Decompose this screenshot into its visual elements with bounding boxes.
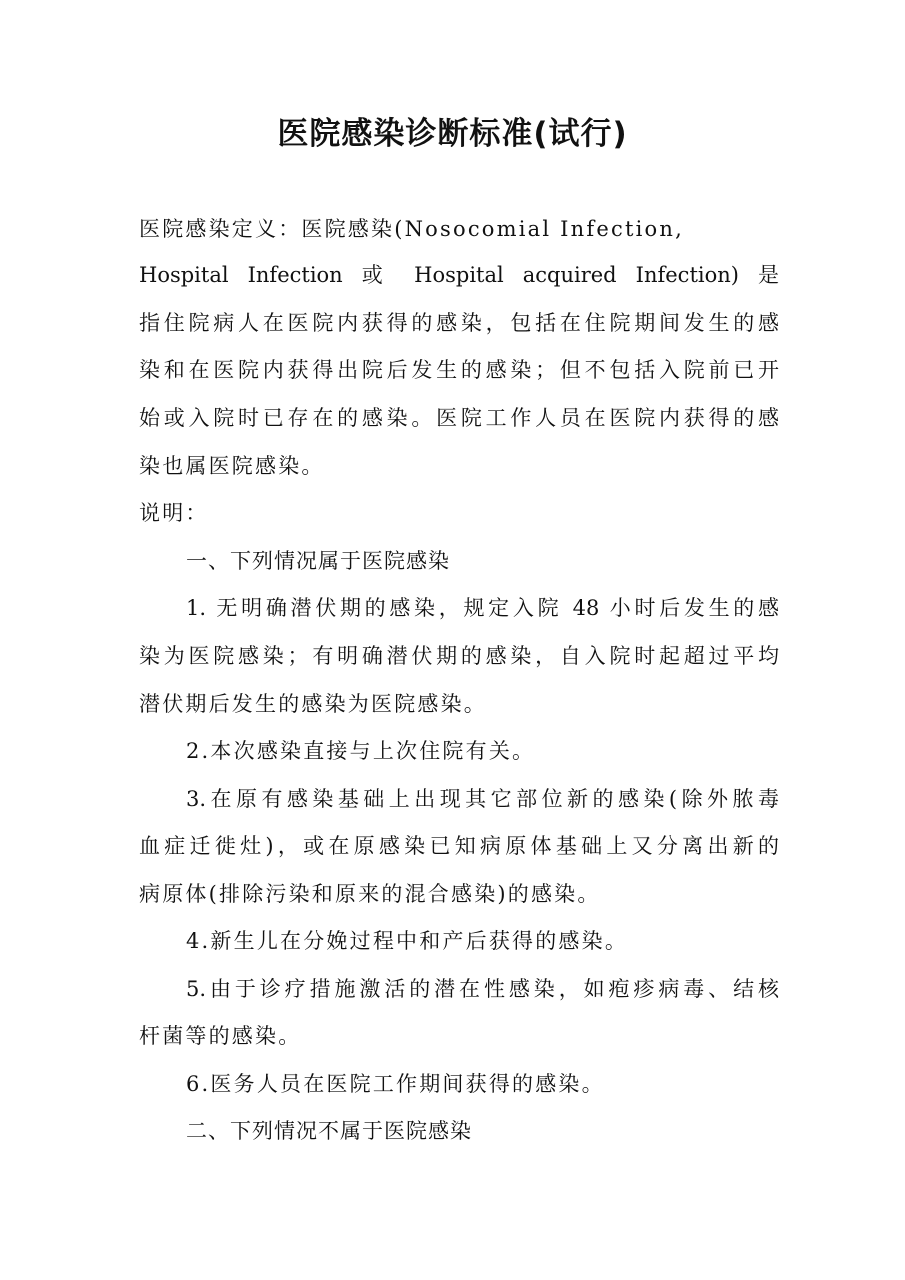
document-title: 医院感染诊断标准(试行): [277, 116, 628, 152]
definition-line-2: Hospital Infection 或 Hospital acquired Infection) 是: [139, 263, 779, 287]
item-3-line-2: 血症迁徙灶)，或在原感染已知病原体基础上又分离出新的: [139, 834, 779, 858]
definition-line-6: 染也属医院感染。: [139, 454, 325, 478]
item-3-line-1: 3.在原有感染基础上出现其它部位新的感染(除外脓毒: [186, 787, 779, 811]
definition-line-5: 始或入院时已存在的感染。医院工作人员在医院内获得的感: [139, 406, 779, 430]
definition-line-3: 指住院病人在医院内获得的感染，包括在住院期间发生的感: [139, 311, 779, 335]
item-1-line-1: 1. 无明确潜伏期的感染，规定入院 48 小时后发生的感: [186, 596, 779, 620]
item-2: 2.本次感染直接与上次住院有关。: [186, 739, 536, 763]
section-heading-1: 一、下列情况属于医院感染: [186, 549, 450, 573]
definition-line-1: 医院感染定义：医院感染(Nosocomial Infection,: [139, 217, 684, 241]
item-3-line-3: 病原体(排除污染和原来的混合感染)的感染。: [139, 882, 601, 906]
item-1-line-2: 染为医院感染；有明确潜伏期的感染，自入院时起超过平均: [139, 644, 779, 668]
definition-line-4: 染和在医院内获得出院后发生的感染；但不包括入院前已开: [139, 358, 779, 382]
item-1-line-3: 潜伏期后发生的感染为医院感染。: [139, 692, 487, 716]
explanation-label: 说明：: [139, 501, 209, 525]
item-5-line-1: 5.由于诊疗措施激活的潜在性感染，如疱疹病毒、结核: [186, 977, 779, 1001]
item-4: 4.新生儿在分娩过程中和产后获得的感染。: [186, 929, 629, 953]
item-6: 6.医务人员在医院工作期间获得的感染。: [186, 1072, 605, 1096]
section-heading-2: 二、下列情况不属于医院感染: [186, 1119, 472, 1143]
item-5-line-2: 杆菌等的感染。: [139, 1024, 302, 1048]
